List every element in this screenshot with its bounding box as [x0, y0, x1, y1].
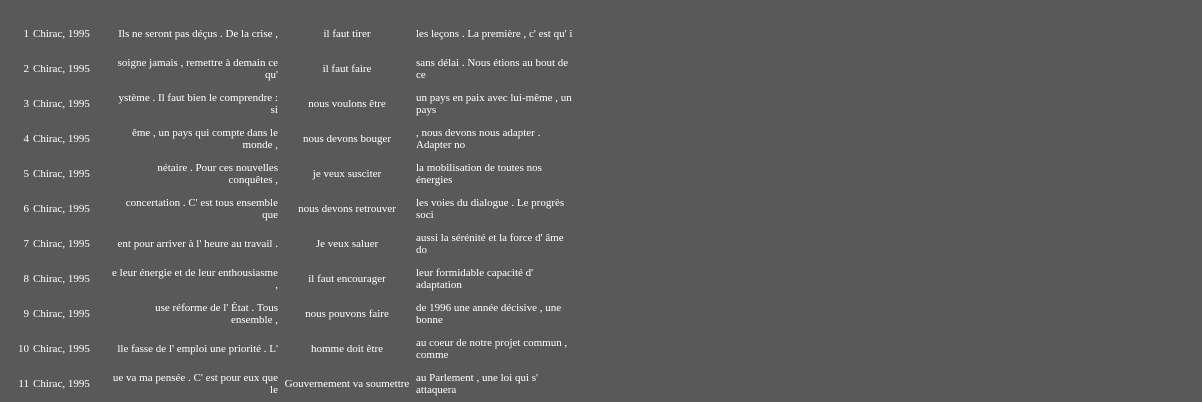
source-reference: Chirac, 1995: [33, 237, 90, 250]
row-number: 7: [23, 237, 29, 250]
row-number: 9: [23, 307, 29, 320]
right-context: au Parlement , une loi qui s' attaquera: [416, 371, 539, 396]
keyword-match: Je veux saluer: [315, 237, 379, 250]
right-context: sans délai . Nous étions au bout de ce: [416, 56, 569, 81]
source-reference: Chirac, 1995: [33, 202, 90, 215]
row-number: 2: [23, 62, 29, 75]
source-reference: Chirac, 1995: [33, 272, 90, 285]
row-number: 6: [23, 202, 29, 215]
concordance-table: [6, 15, 579, 402]
keyword-match: je veux susciter: [312, 167, 382, 180]
concordance-row: [8, 262, 577, 295]
keyword-match: Gouvernement va soumettre: [284, 377, 410, 390]
left-context: ême , un pays qui compte dans le monde ,: [131, 126, 278, 151]
row-number: 4: [23, 132, 29, 145]
right-context: un pays en paix avec lui-même , un pays: [416, 91, 572, 116]
source-reference: Chirac, 1995: [33, 97, 90, 110]
keyword-match: nous devons retrouver: [298, 202, 396, 215]
right-context: les leçons . La première , c' est qu' i: [416, 27, 573, 40]
right-context: au coeur de notre projet commun , comme: [416, 336, 568, 361]
right-context: aussi la sérénité et la force d' âme do: [416, 231, 564, 256]
concordance-row: [8, 157, 577, 190]
source-reference: Chirac, 1995: [33, 377, 90, 390]
left-context: ent pour arriver à l' heure au travail .: [117, 237, 278, 250]
row-number: 3: [23, 97, 29, 110]
source-reference: Chirac, 1995: [33, 27, 90, 40]
concordance-row: [8, 332, 577, 365]
concordance-row: [8, 367, 577, 400]
concordance-row: [8, 192, 577, 225]
concordance-row: [8, 17, 577, 50]
keyword-match: il faut faire: [322, 62, 372, 75]
right-context: leur formidable capacité d' adaptation: [416, 266, 534, 291]
left-context: concertation . C' est tous ensemble que: [125, 196, 278, 221]
left-context: use réforme de l' État . Tous ensemble ,: [155, 301, 278, 326]
concordance-row: [8, 52, 577, 85]
row-number: 1: [23, 27, 29, 40]
left-context: nétaire . Pour ces nouvelles conquêtes ,: [157, 161, 278, 186]
right-context: , nous devons nous adapter . Adapter no: [416, 126, 541, 151]
concordance-body: [8, 17, 577, 400]
right-context: les voies du dialogue . Le progrès soci: [416, 196, 565, 221]
concordance-row: [8, 87, 577, 120]
keyword-match: il faut tirer: [323, 27, 371, 40]
keyword-match: nous pouvons faire: [305, 307, 389, 320]
concordance-row: [8, 297, 577, 330]
source-reference: Chirac, 1995: [33, 307, 90, 320]
left-context: e leur énergie et de leur enthousiasme ,: [112, 266, 278, 291]
row-number: 8: [23, 272, 29, 285]
keyword-match: nous voulons être: [308, 97, 386, 110]
row-number: 10: [18, 342, 29, 355]
keyword-match: il faut encourager: [308, 272, 386, 285]
row-number: 11: [18, 377, 29, 390]
keyword-match: homme doit être: [310, 342, 384, 355]
concordance-row: [8, 227, 577, 260]
right-context: la mobilisation de toutes nos énergies: [416, 161, 542, 186]
source-reference: Chirac, 1995: [33, 167, 90, 180]
left-context: ystème . Il faut bien le comprendre : si: [118, 91, 278, 116]
left-context: lle fasse de l' emploi une priorité . L': [117, 342, 278, 355]
left-context: Ils ne seront pas déçus . De la crise ,: [118, 27, 278, 40]
row-number: 5: [23, 167, 29, 180]
left-context: soigne jamais , remettre à demain ce qu': [117, 56, 278, 81]
keyword-match: nous devons bouger: [303, 132, 391, 145]
source-reference: Chirac, 1995: [33, 132, 90, 145]
source-reference: Chirac, 1995: [33, 342, 90, 355]
left-context: ue va ma pensée . C' est pour eux que le: [112, 371, 278, 396]
source-reference: Chirac, 1995: [33, 62, 90, 75]
concordance-row: [8, 122, 577, 155]
right-context: de 1996 une année décisive , une bonne: [416, 301, 562, 326]
